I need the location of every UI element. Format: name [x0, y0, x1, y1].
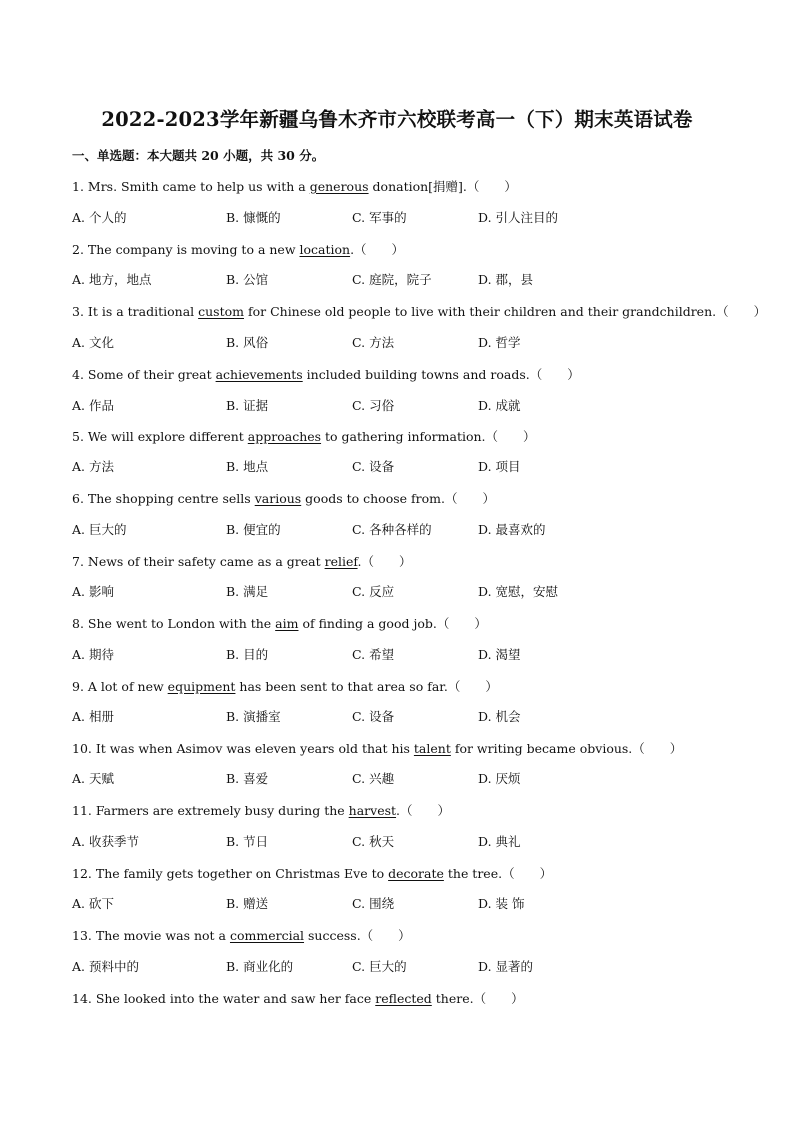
options-12: [72, 894, 712, 914]
options-13: [72, 957, 712, 977]
option-d: D. 最喜欢的: [478, 522, 546, 537]
option-d: D. 郡，县: [478, 272, 534, 287]
key-word: custom: [198, 304, 244, 319]
option-c: C. 反应: [352, 584, 395, 599]
option-b: B. 便宜的: [226, 522, 281, 537]
option-b: B. 满足: [226, 584, 269, 599]
option-c: C. 希望: [352, 647, 395, 662]
question-text: 7. News of their safety came as a great: [72, 554, 325, 569]
question-text-end: success.（ ）: [304, 928, 411, 943]
question-text: 3. It is a traditional: [72, 304, 199, 319]
key-word: reflected: [375, 991, 432, 1006]
option-d: D. 引人注目的: [478, 210, 559, 225]
question-11: [72, 801, 450, 819]
question-3: [72, 302, 766, 320]
option-b: B. 证据: [226, 398, 269, 413]
key-word: generous: [309, 179, 369, 194]
key-word: harvest: [348, 803, 397, 818]
question-text: 5. We will explore different: [72, 429, 248, 444]
option-d: D. 显著的: [478, 959, 534, 974]
question-text: 6. The shopping centre sells: [72, 491, 255, 506]
option-c: C. 习俗: [352, 398, 395, 413]
option-d: D. 哲学: [478, 335, 521, 350]
question-13: [72, 926, 411, 944]
key-word: decorate: [388, 866, 444, 881]
question-7: [72, 552, 412, 570]
question-10: [72, 739, 682, 757]
key-word: commercial: [229, 928, 305, 943]
key-word: location: [299, 242, 351, 257]
option-d: D. 成就: [478, 398, 521, 413]
option-a: A. 影响: [72, 584, 114, 599]
option-d: D. 机会: [478, 709, 521, 724]
option-c: C. 各种各样的: [352, 522, 432, 537]
option-a: A. 收获季节: [72, 834, 139, 849]
option-c: C. 兴趣: [352, 771, 395, 786]
question-text-end: included building towns and roads.（ ）: [302, 367, 580, 382]
option-a: A. 文化: [72, 335, 114, 350]
key-word: relief: [324, 554, 358, 569]
option-a: A. 砍下: [72, 896, 114, 911]
question-text-end: of finding a good job.（ ）: [298, 616, 487, 631]
option-d: D. 项目: [478, 459, 521, 474]
option-c: C. 巨大的: [352, 959, 407, 974]
question-text-end: to gathering information.（ ）: [321, 429, 536, 444]
options-3: [72, 333, 712, 353]
option-b: B. 公馆: [226, 272, 269, 287]
option-a: A. 期待: [72, 647, 114, 662]
options-7: [72, 582, 712, 602]
option-a: A. 个人的: [72, 210, 127, 225]
options-8: [72, 645, 712, 665]
option-d: D. 宽慰，安慰: [478, 584, 559, 599]
page-title: 2022-2023学年新疆乌鲁木齐市六校联考高一（下）期末英语试卷: [101, 108, 693, 131]
question-text: 14. She looked into the water and saw her face: [72, 991, 376, 1006]
options-6: [72, 520, 712, 540]
options-11: [72, 832, 712, 852]
option-c: C. 秋天: [352, 834, 395, 849]
question-text-end: .（ ）: [350, 242, 405, 257]
option-a: A. 地方，地点: [72, 272, 152, 287]
question-text-end: .（ ）: [357, 554, 412, 569]
key-word: approaches: [247, 429, 322, 444]
question-text: 13. The movie was not a: [72, 928, 230, 943]
question-text-end: donation[捐赠].（ ）: [368, 179, 517, 194]
question-2: [72, 240, 404, 258]
option-b: B. 目的: [226, 647, 269, 662]
question-text-end: for writing became obvious.（ ）: [450, 741, 683, 756]
question-text-end: the tree.（ ）: [443, 866, 553, 881]
question-9: [72, 677, 498, 695]
option-c: C. 设备: [352, 709, 395, 724]
options-9: [72, 707, 712, 727]
key-word: talent: [413, 741, 451, 756]
option-a: A. 相册: [72, 709, 114, 724]
question-8: [72, 614, 487, 632]
option-d: D. 渴望: [478, 647, 521, 662]
key-word: various: [254, 491, 302, 506]
option-d: D. 典礼: [478, 834, 521, 849]
option-b: B. 风俗: [226, 335, 269, 350]
question-4: [72, 365, 580, 383]
option-b: B. 慷慨的: [226, 210, 281, 225]
question-text-end: .（ ）: [396, 803, 451, 818]
question-text-end: has been sent to that area so far.（ ）: [235, 679, 498, 694]
option-b: B. 商业化的: [226, 959, 294, 974]
question-14: [72, 989, 524, 1007]
question-text-end: goods to choose from.（ ）: [301, 491, 495, 506]
key-word: equipment: [167, 679, 236, 694]
question-text: 2. The company is moving to a new: [72, 242, 300, 257]
option-a: A. 预料中的: [72, 959, 139, 974]
option-d: D. 装 饰: [478, 896, 525, 911]
question-text-end: for Chinese old people to live with their children and their grandchildren.（ ）: [244, 304, 767, 319]
option-a: A. 作品: [72, 398, 114, 413]
key-word: aim: [275, 616, 299, 631]
question-text: 12. The family gets together on Christmas Eve to: [72, 866, 389, 881]
question-text: 8. She went to London with the: [72, 616, 276, 631]
question-text: 4. Some of their great: [72, 367, 216, 382]
option-c: C. 围绕: [352, 896, 395, 911]
option-b: B. 节日: [226, 834, 269, 849]
question-text: 9. A lot of new: [72, 679, 168, 694]
question-text: 11. Farmers are extremely busy during the: [72, 803, 349, 818]
key-word: achievements: [215, 367, 303, 382]
question-5: [72, 427, 536, 445]
options-4: [72, 396, 712, 416]
option-a: A. 方法: [72, 459, 114, 474]
option-c: C. 设备: [352, 459, 395, 474]
option-b: B. 演播室: [226, 709, 281, 724]
option-c: C. 庭院，院子: [352, 272, 432, 287]
option-c: C. 军事的: [352, 210, 407, 225]
question-text: 10. It was when Asimov was eleven years old that his: [72, 741, 414, 756]
question-text: 1. Mrs. Smith came to help us with a: [72, 179, 310, 194]
option-b: B. 地点: [226, 459, 269, 474]
option-b: B. 喜爱: [226, 771, 269, 786]
options-2: [72, 270, 712, 290]
option-b: B. 赠送: [226, 896, 269, 911]
question-6: [72, 489, 495, 507]
options-10: [72, 769, 712, 789]
section-heading: 一、单选题：本大题共 20 小题，共 30 分。: [72, 148, 325, 163]
options-1: [72, 208, 712, 228]
options-5: [72, 457, 712, 477]
option-c: C. 方法: [352, 335, 395, 350]
option-d: D. 厌烦: [478, 771, 521, 786]
question-12: [72, 864, 552, 882]
option-a: A. 巨大的: [72, 522, 127, 537]
question-text-end: there.（ ）: [431, 991, 524, 1006]
question-1: [72, 177, 517, 195]
option-a: A. 天赋: [72, 771, 114, 786]
